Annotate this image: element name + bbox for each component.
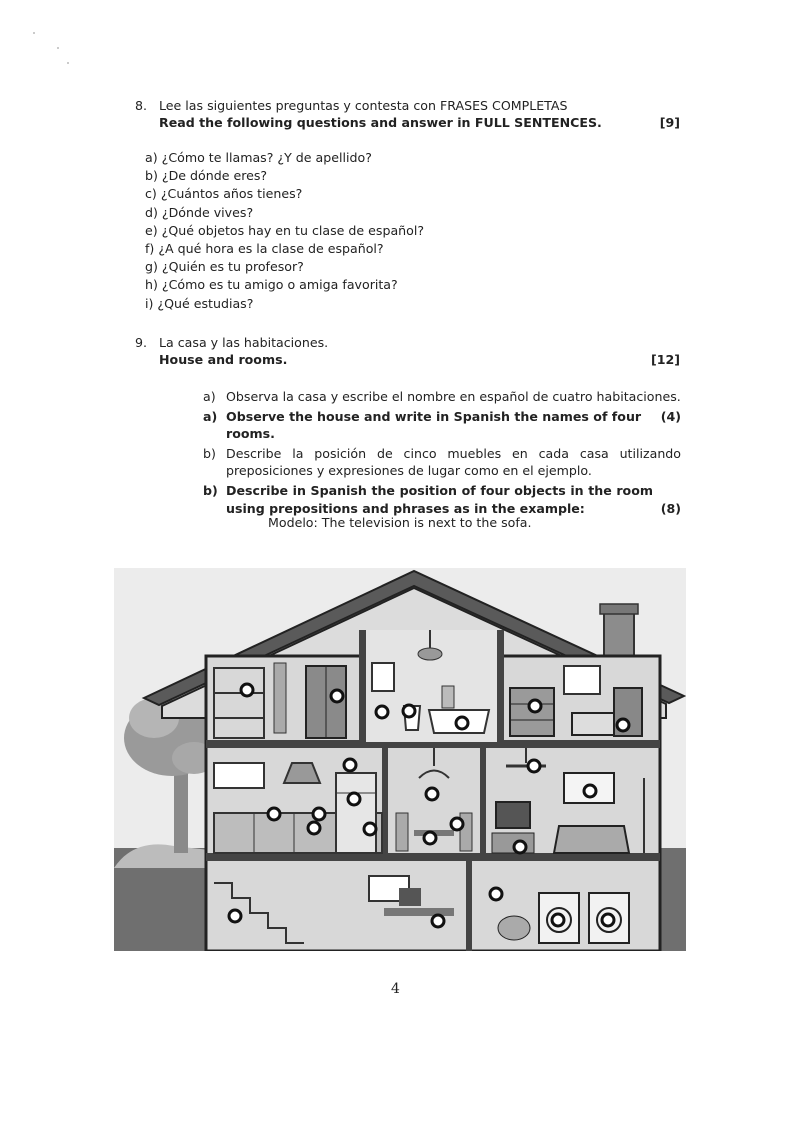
- question-item: f) ¿A qué hora es la clase de español?: [145, 240, 384, 256]
- subpart-b-spanish: b) Describe la posición de cinco muebles en cada casa utilizando preposiciones y expresiones de lugar como en el ejemplo.: [203, 445, 681, 479]
- question-item: a) ¿Cómo te llamas? ¿Y de apellido?: [145, 150, 372, 165]
- subpart-a-english: a) Observe the house and write in Spanish the names of four rooms. (4): [203, 408, 681, 442]
- house-illustration: [114, 568, 686, 951]
- question-9: [135, 334, 680, 368]
- question-number: 8.: [135, 98, 148, 113]
- question-item: b) ¿De dónde eres?: [145, 168, 268, 184]
- question-item: i) ¿Qué estudias?: [145, 295, 254, 311]
- question-item: d) ¿Dónde vives?: [145, 204, 254, 220]
- marks: [9]: [659, 115, 680, 130]
- question-item: g) ¿Quién es tu profesor?: [145, 259, 304, 275]
- question-number: 9.: [135, 335, 148, 350]
- question-8: [135, 97, 680, 313]
- question-list: [145, 149, 680, 313]
- page-number: 4: [391, 981, 400, 997]
- scan-speck: [67, 62, 69, 64]
- scan-speck: [33, 32, 35, 34]
- subpart-b-english: b) Describe in Spanish the position of four objects in the room using prepositions and phrases as in the example: (8): [203, 482, 681, 516]
- marks: (4): [660, 408, 681, 424]
- question-item: e) ¿Qué objetos hay en tu clase de español?: [145, 222, 425, 238]
- instruction-spanish: Lee las siguientes preguntas y contesta con FRASES COMPLETAS: [159, 98, 568, 113]
- question-item: c) ¿Cuántos años tienes?: [145, 186, 303, 202]
- instruction-english: House and rooms.: [159, 352, 288, 367]
- marks: (8): [660, 500, 681, 516]
- model-example: Modelo: The television is next to the sofa.: [268, 515, 532, 530]
- marks: [12]: [650, 352, 680, 367]
- instruction-english: Read the following questions and answer in FULL SENTENCES.: [159, 115, 602, 130]
- scan-speck: [57, 47, 59, 49]
- instruction-spanish: La casa y las habitaciones.: [159, 335, 329, 350]
- question-item: h) ¿Cómo es tu amigo o amiga favorita?: [145, 277, 398, 293]
- question-9-subparts: [203, 388, 681, 519]
- subpart-a-spanish: a) Observa la casa y escribe el nombre en español de cuatro habitaciones.: [203, 389, 681, 404]
